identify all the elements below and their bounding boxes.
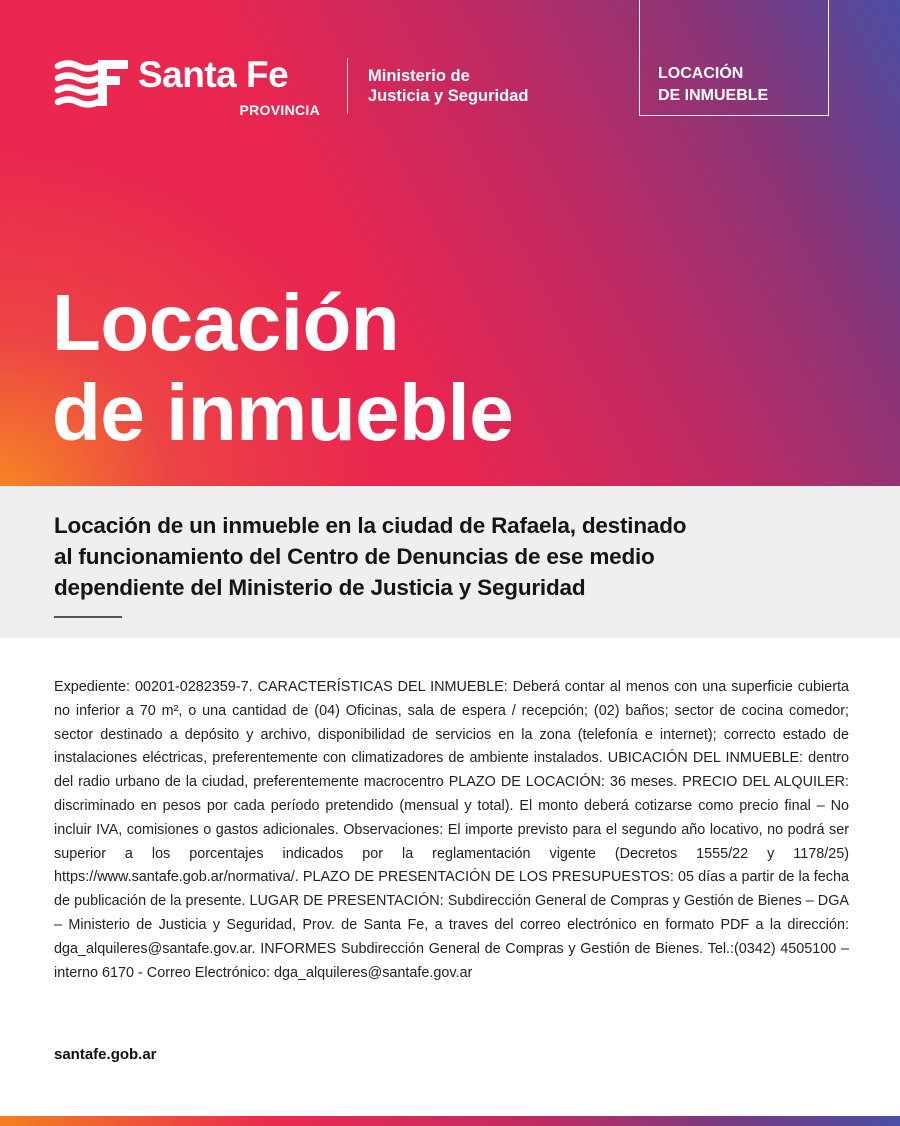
ministry-line-2: Justicia y Seguridad [368,87,529,105]
body-text: Expediente: 00201-0282359-7. CARACTERÍSTICAS DEL INMUEBLE: Deberá contar al menos con una superficie cubierta no inferior a 70 m², o una cantidad de (04) Oficinas, sala de espera / recepción; (02) baños; sector de cocina comedor; sector destinado a depósito y archivo, disponibilidad de servicios en la zona (telefonía e internet); correcto estado de instalaciones eléctricas, preferentemente con climatizadores de ambiente instalados. UBICACIÓN DEL INMUEBLE: dentro del radio urbano de la ciudad, preferentemente macrocentro PLAZO DE LOCACIÓN: 36 meses. PRECIO DEL ALQUILER: discriminado en pesos por cada período pretendido (mensual y total). El monto deberá cotizarse como precio final – No incluir IVA, comisiones o gastos adicionales. Observaciones: El importe previsto para el segundo año locativo, no podrá ser superior a los porcentajes indicados por la reglamentación vigente (Decretos 1555/22 y 1178/25) https://www.santafe.gob.ar/normativa/. PLAZO DE PRESENTACIÓN DE LOS PRESUPUESTOS: 05 días a partir de la fecha de publicación de la presente. LUGAR DE PRESENTACIÓN: Subdirección General de Compras y Gestión de Bienes – DGA – Ministerio de Justicia y Seguridad, Prov. de Santa Fe, a traves del correo electrónico en formato PDF a la dirección: dga_alquileres@santafe.gov.ar. INFORMES Subdirección General de Compras y Gestión de Bienes. Tel.:(0342) 4505100 – interno 6170 - Correo Electrónico: dga_alquileres@santafe.gov.ar [54,679,849,981]
bottom-gradient-bar [0,1116,900,1126]
website-link[interactable]: santafe.gob.ar [54,1046,157,1063]
ministry-name [368,66,528,106]
brand-name: Santa Fe [138,54,289,95]
ministry-line-1: Ministerio de [368,67,470,85]
subtitle-line-1: Locación de un inmueble en la ciudad de Rafaela, destinado [54,513,687,538]
subtitle [54,510,854,603]
title-line-1: Locación [52,278,400,367]
page-title [52,278,513,458]
subtitle-line-2: al funcionamiento del Centro de Denuncias de ese medio [54,544,655,569]
tag-line-1: LOCACIÓN [658,65,744,82]
hero-banner [0,0,900,486]
subtitle-band [0,486,900,638]
subtitle-line-3: dependiente del Ministerio de Justicia y Seguridad [54,575,586,600]
santa-fe-logo-icon [54,58,130,108]
category-tag [639,0,829,116]
header-divider [347,58,348,114]
title-line-2: de inmueble [52,368,514,457]
brand-subtitle: PROVINCIA [239,102,320,118]
tag-line-2: DE INMUEBLE [658,87,769,104]
subtitle-underline [54,616,122,618]
